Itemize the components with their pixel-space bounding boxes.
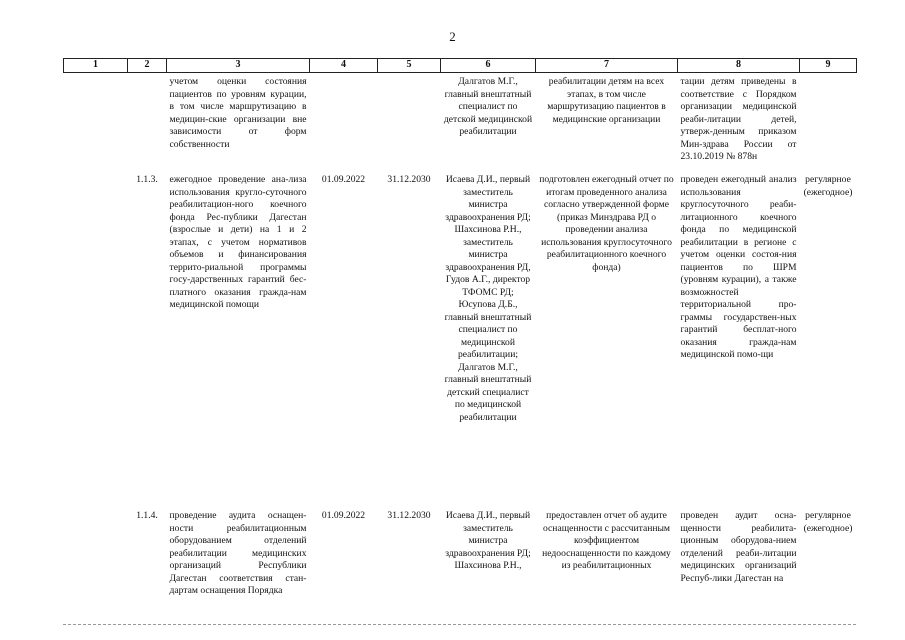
measure-text: учетом оценки состояния пациентов по уровням курации, в том числе маршрутизацию в медицин-ские организации вне зависимости от форм собственности — [169, 76, 307, 150]
type-text — [800, 73, 857, 173]
measures-table — [63, 58, 857, 598]
item-number: 1.1.3. — [136, 174, 158, 185]
result-text: подготовлен ежегодный отчет по итогам проведенного анализа согласно утвержденной форме (приказ Минздрава РД о проведении анализа использования круглосуточного реабилитационного коечного фонда) — [539, 174, 674, 273]
page-number: 2 — [449, 29, 456, 44]
responsible-text: Исаева Д.И., первый заместитель министра здравоохранения РД; Шахсинова Р.Н., — [445, 510, 531, 571]
column-header: 9 — [800, 59, 857, 73]
column-header: 5 — [378, 59, 441, 73]
table-row — [64, 73, 857, 173]
item-number — [128, 73, 167, 173]
column-header: 7 — [536, 59, 678, 73]
column-header: 3 — [167, 59, 310, 73]
criterion-text: проведен ежегодный анализ использования круглосуточного реаби-литационного коечного фонда по медицинской реабилитации в регионе с учетом оценки состоя-ния пациентов по ШРМ (уровням курации), а также возможностей территориальной про-граммы государствен-ных гарантий бесплат-ного оказания гражда-нам медицинской помо-щи — [680, 174, 797, 360]
end-date — [378, 73, 441, 173]
column-header: 1 — [64, 59, 128, 73]
cell-empty — [64, 73, 128, 173]
type-text: регулярное (ежегодное) — [803, 174, 853, 198]
responsible-text: Исаева Д.И., первый заместитель министра здравоохранения РД; Шахсинова Р.Н., заместитель министра здравоохранения РД, Гудов А.Г., директор ТФОМС РД; Юсупова Д.Б., главный внештатный специалист по медицинской реабилитации; Далгатов М.Г., главный внештатный детский специалист по медицинской реабилитации — [444, 174, 532, 423]
start-date: 01.09.2022 — [321, 174, 366, 185]
end-date: 31.12.2030 — [387, 510, 431, 521]
table-row — [64, 509, 857, 598]
column-header: 2 — [128, 59, 167, 73]
end-date: 31.12.2030 — [387, 174, 431, 185]
type-text: регулярное (ежегодное) — [803, 510, 853, 534]
column-header: 6 — [441, 59, 536, 73]
responsible-text: Далгатов М.Г., главный внештатный специалист по детской медицинской реабилитации — [443, 76, 533, 137]
start-date: 01.09.2022 — [321, 510, 366, 521]
criterion-text: тации детям приведены в соответствие с Порядком организации медицинской реаби-литации детей, утверж-денным приказом Мин-здрава России от 23.10.2019 № 878н — [680, 76, 797, 162]
cell-empty — [64, 172, 128, 509]
page-bottom-edge — [63, 624, 856, 625]
column-header: 8 — [678, 59, 800, 73]
column-header: 4 — [310, 59, 378, 73]
result-text: предоставлен отчет об аудите оснащенности с рассчитанным коэффициентом недооснащенности по каждому из реабилитационных — [542, 510, 671, 571]
item-number: 1.1.4. — [136, 510, 158, 521]
table-row — [64, 172, 857, 509]
start-date — [310, 73, 378, 173]
measure-text: ежегодное проведение ана-лиза использования кругло-суточного реабилитацион-ного коечного фонда Рес-публики Дагестан (взрослые и дети) на 1 и 2 этапах, с учетом нормативов объемов и финансирования террито-риальной программы госу-дарственных гарантий бес-платного оказания гражда-нам медицинской помощи — [169, 174, 307, 310]
result-text: реабилитации детям на всех этапах, в том числе маршрутизацию пациентов в медицинские организации — [547, 76, 666, 125]
measure-text: проведение аудита оснащен-ности реабилитационным оборудованием отделений реабилитации медицинских организаций Республики Дагестан соответствия стан-дартам оснащения Порядка — [169, 510, 307, 596]
criterion-text: проведен аудит осна-щенности реабилита-ционным оборудова-нием отделений реаби-литации медицинских организаций Респуб-лики Дагестан на — [680, 510, 797, 584]
cell-empty — [64, 509, 128, 598]
column-number-row — [64, 59, 857, 73]
